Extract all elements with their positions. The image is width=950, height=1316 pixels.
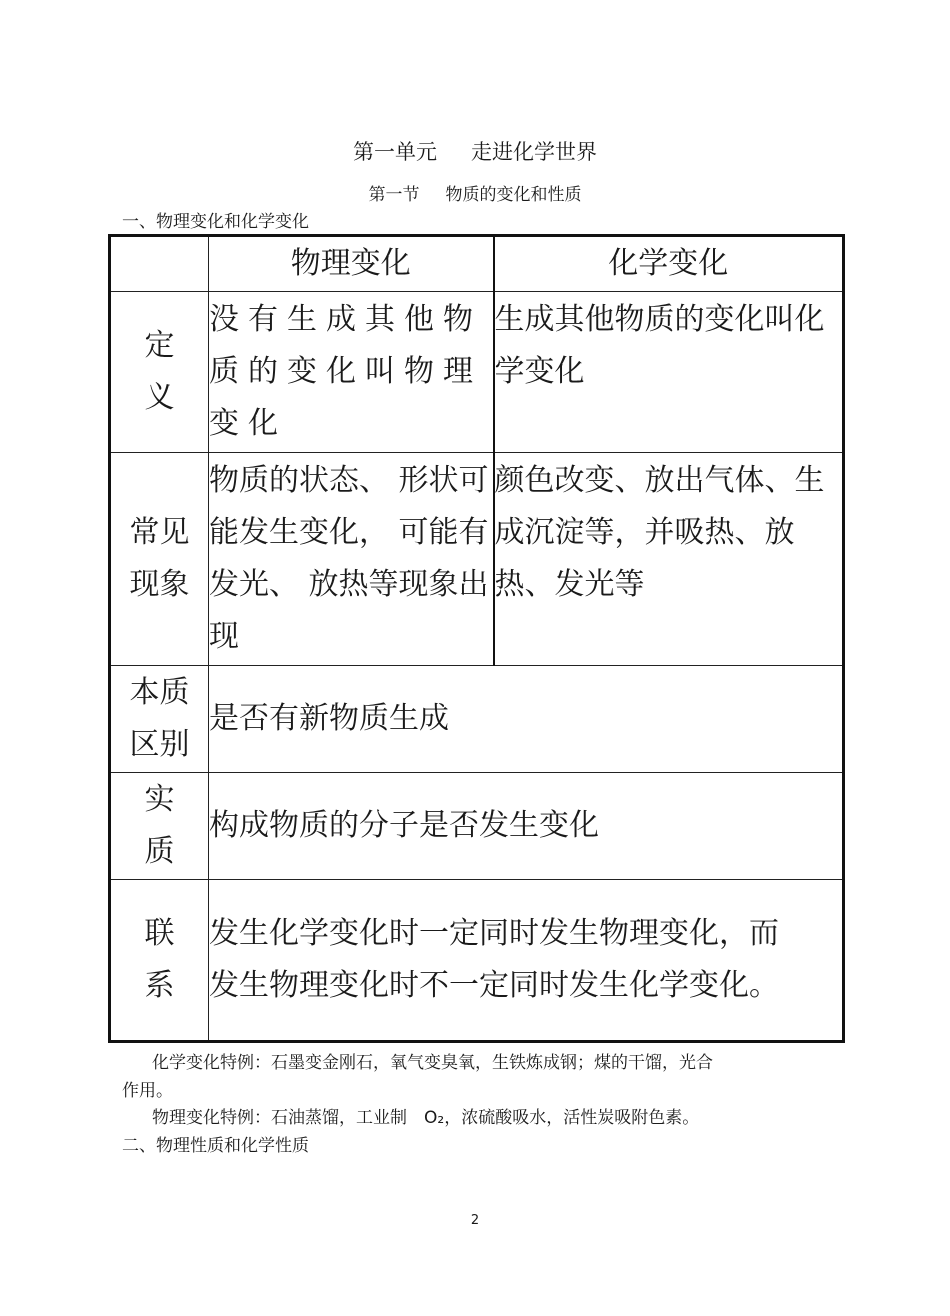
header-blank-cell bbox=[110, 236, 209, 292]
essence-value: 构成物质的分子是否发生变化 bbox=[209, 773, 844, 880]
header-chemical-change: 化学变化 bbox=[494, 236, 844, 292]
phenomena-physical: 物质的状态、 形状可能发生变化， 可能有发光、 放热等现象出现 bbox=[209, 453, 494, 666]
definition-chemical: 生成其他物质的变化叫化学变化 bbox=[494, 292, 844, 453]
note-chemical-exceptions-cont: 作用。 bbox=[122, 1081, 173, 1101]
table-header-row bbox=[110, 236, 844, 292]
heading-physical-chemical-properties: 二、物理性质和化学性质 bbox=[122, 1136, 309, 1156]
note-chemical-exceptions: 化学变化特例：石墨变金刚石，氧气变臭氧，生铁炼成钢；煤的干馏，光合 bbox=[152, 1053, 713, 1073]
header-physical-change: 物理变化 bbox=[209, 236, 494, 292]
relation-value: 发生化学变化时一定同时发生物理变化，而发生物理变化时不一定同时发生化学变化。 bbox=[209, 880, 844, 1042]
table-row-phenomena bbox=[110, 453, 844, 666]
unit-title bbox=[0, 136, 950, 166]
section-title bbox=[0, 180, 950, 205]
definition-physical: 没有生成其他物质的变化叫物理变化 bbox=[209, 292, 494, 453]
table-row-definition bbox=[110, 292, 844, 453]
unit-name: 走进化学世界 bbox=[471, 140, 597, 164]
phenomena-chemical: 颜色改变、放出气体、生成沉淀等，并吸热、放热、发光等 bbox=[494, 453, 844, 666]
row-label-essence: 实质 bbox=[110, 773, 209, 880]
comparison-table bbox=[108, 234, 845, 1043]
page-number: 2 bbox=[470, 1213, 480, 1228]
section-number: 第一节 bbox=[368, 185, 420, 205]
row-label-definition: 定义 bbox=[110, 292, 209, 453]
heading-physical-chemical-change: 一、物理变化和化学变化 bbox=[122, 212, 309, 232]
table-row-essence bbox=[110, 773, 844, 880]
row-label-essential-difference: 本质区别 bbox=[110, 666, 209, 773]
row-label-phenomena: 常见现象 bbox=[110, 453, 209, 666]
essential-difference-value: 是否有新物质生成 bbox=[209, 666, 844, 773]
note-physical-exceptions: 物理变化特例：石油蒸馏，工业制 O₂，浓硫酸吸水，活性炭吸附色素。 bbox=[152, 1108, 700, 1128]
row-label-relation: 联系 bbox=[110, 880, 209, 1042]
section-name: 物质的变化和性质 bbox=[445, 185, 582, 205]
table-row-relation bbox=[110, 880, 844, 1042]
unit-number: 第一单元 bbox=[353, 140, 437, 164]
table-row-essential-difference bbox=[110, 666, 844, 773]
